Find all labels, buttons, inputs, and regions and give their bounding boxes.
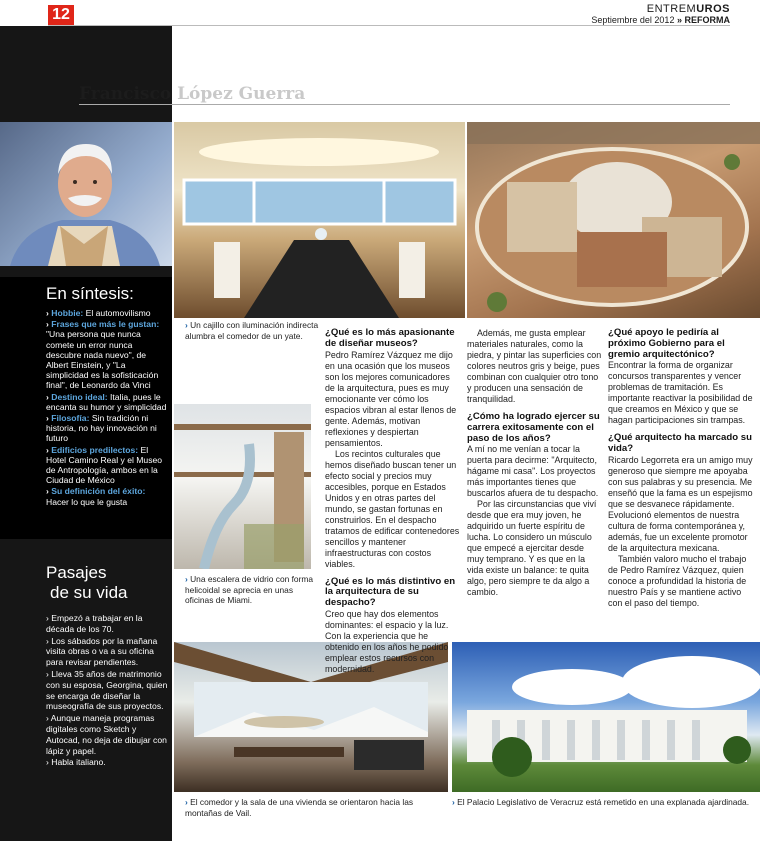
sintesis-heading: En síntesis:	[46, 284, 134, 303]
dateline-arrows: »	[676, 15, 682, 25]
yacht-dining-illustration	[174, 122, 465, 318]
portrait-photo	[0, 122, 172, 266]
pasajes-item	[46, 757, 170, 768]
caption-arrow: ›	[452, 797, 458, 807]
bullet-marker: ›	[46, 757, 52, 768]
sintesis-key: Destino ideal:	[51, 391, 108, 402]
sintesis-key: Edificios predilectos:	[51, 444, 139, 455]
bullet-marker: ›	[46, 713, 51, 724]
name-rule	[79, 104, 730, 105]
section-name	[647, 3, 730, 15]
pasajes-heading-line2: de su vida	[50, 583, 128, 602]
answer-paragraph: Ricardo Legorreta era un amigo muy generoso que siempre me apoyaba con sus palabras y su presencia. Me enseñó que la fama es un espejismo que se desvanece rápidamente. Evolucionó elementos de nuestra cultura de forma contemporánea y, además, fue un excelente promotor de la arquitectura mexicana.	[608, 454, 753, 553]
answer-paragraph: A mí no me venían a tocar la puerta para decirme: "Arquitecto, hágame mi casa". Los proyectos más importantes tienes que buscarlos afuera de tu despacho.	[467, 444, 599, 499]
bullet-marker: ›	[46, 613, 52, 623]
pasajes-text: Los sábados por la mañana visita obras o va a su oficina para revisar pendientes.	[46, 635, 158, 668]
bullet-marker: ›	[46, 319, 52, 330]
caption-arrow: ›	[185, 320, 191, 330]
sintesis-list	[46, 308, 168, 508]
pasajes-text: Habla italiano.	[51, 757, 106, 768]
sintesis-item	[46, 413, 168, 444]
answer-paragraph: Encontrar la forma de organizar concursos transparentes y vencer problemas de tramitación. Es importante reactivar la posibilidad de que creamos en México y que se hagan participaciones sin trampas.	[608, 360, 753, 426]
yacht-caption-text: Un cajillo con iluminación indirecta alumbra el comedor de un yate.	[185, 320, 319, 341]
pasajes-heading	[46, 563, 128, 603]
sintesis-item	[46, 486, 168, 506]
vail-caption	[185, 797, 449, 818]
pasajes-text: Lleva 35 años de matrimonio con su esposa, Georgina, quien se encarga de diseñar la museografía de sus proyectos.	[46, 668, 168, 712]
dateline	[591, 15, 730, 25]
veracruz-caption-text: El Palacio Legislativo de Veracruz está remetido en una explanada ajardinada.	[457, 797, 750, 807]
sintesis-item	[46, 445, 168, 486]
article-column-1	[325, 328, 462, 675]
portrait-illustration	[0, 122, 172, 266]
answer-paragraph: Pedro Ramírez Vázquez me dijo en una ocasión que los museos son los mejores comunicadores de la arquitectura, pues es muy emocionante ver cómo los espacios vibran al estar llenos de gente. Además, motivan reflexiones y despiertan pensamientos.	[325, 349, 457, 448]
profile-name	[79, 84, 305, 104]
sintesis-key: Filosofía:	[51, 413, 90, 424]
sintesis-text: "Una persona que nunca comete un error nunca descubre nada nuevo", de Albert Einstein, y "La simplicidad es la sofisticación final", de Leonardo da Vinci	[46, 329, 159, 391]
publication-name: REFORMA	[684, 15, 730, 25]
museum-aerial-photo	[467, 122, 760, 318]
pasajes-item	[46, 713, 170, 756]
article-column-2	[467, 328, 602, 598]
bullet-marker: ›	[46, 391, 52, 402]
stair-caption-text: Una escalera de vidrio con forma helicoidal se aprecia en unas oficinas de Miami.	[185, 574, 314, 605]
veracruz-palace-photo	[452, 642, 760, 792]
last-name: López Guerra	[177, 84, 306, 104]
bullet-marker: ›	[46, 413, 52, 424]
page-number: 12	[48, 5, 74, 25]
bullet-marker: ›	[46, 635, 52, 646]
bullet-marker: ›	[46, 308, 52, 318]
issue-date: Septiembre del 2012	[591, 15, 675, 25]
bullet-marker: ›	[46, 444, 52, 455]
pasajes-item	[46, 613, 170, 635]
section-name-light: ENTREM	[646, 3, 697, 15]
first-name: Francisco	[79, 84, 172, 104]
vail-caption-text: El comedor y la sala de una vivienda se orientaron hacia las montañas de Vail.	[185, 797, 414, 818]
answer-paragraph: Por las circunstancias que viví desde que era muy joven, he adquirido un fuerte espíritu de lucha. Lo considero un músculo que empecé a ejercitar desde muy temprano. Y es que en la vida existe un balance: te quita algo, pero siempre te da algo a cambio.	[467, 499, 597, 598]
sintesis-key: Su definición del éxito:	[51, 486, 146, 497]
pasajes-item	[46, 669, 170, 712]
sintesis-key: Frases que más le gustan:	[51, 319, 160, 330]
sintesis-item	[46, 319, 168, 390]
yacht-caption	[185, 320, 325, 341]
caption-arrow: ›	[185, 574, 191, 584]
sintesis-text: Italia, pues le encanta su humor y simplicidad	[46, 391, 167, 412]
glass-staircase-illustration	[174, 404, 311, 569]
answer-paragraph: También valoro mucho el trabajo de Pedro Ramírez Vázquez, quien conoce a profundidad la historia de nuestro País y se mantiene activo con el paso del tiempo.	[608, 553, 747, 608]
yacht-dining-photo	[174, 122, 465, 318]
pasajes-heading-line1: Pasajes	[46, 563, 107, 582]
veracruz-palace-illustration	[452, 642, 760, 792]
article-column-3	[608, 328, 756, 609]
sintesis-text: El Hotel Camino Real y el Museo de Antropología, ambos en la Ciudad de México	[46, 444, 163, 486]
answer-paragraph: Los recintos culturales que hemos diseñado buscan tener un efecto social y precios muy accesibles, porque en Estados Unidos y en otras partes del mundo, se gastan fortunas en construirlos. En el despacho tratamos de edificar contenedores sencillos y mantener infraestructuras con costos viables.	[325, 448, 460, 569]
bullet-marker: ›	[46, 486, 52, 497]
pasajes-text: Empezó a trabajar en la década de los 70.	[46, 613, 143, 634]
section-name-bold: UROS	[696, 3, 730, 15]
sintesis-key: Hobbie:	[51, 308, 84, 318]
sintesis-text: Hacer lo que le gusta	[46, 496, 128, 507]
bullet-marker: ›	[46, 668, 52, 679]
question-heading: ¿Qué apoyo le pediría al próximo Gobierno para el gremio arquitectónico?	[608, 327, 725, 360]
sintesis-item	[46, 308, 168, 318]
sintesis-text: Sin tradición ni historia, no hay innovación ni futuro	[46, 413, 157, 444]
answer-paragraph: Además, me gusta emplear materiales naturales, como la piedra, y pintar las superficies con colores neutros gris y beige, pues combinan con cualquier otro tono y producen una sensación de tranquilidad.	[467, 328, 602, 404]
museum-aerial-illustration	[467, 122, 760, 318]
pasajes-item	[46, 636, 170, 668]
question-heading: ¿Cómo ha logrado ejercer su carrera exitosamente con el paso de los años?	[467, 411, 600, 444]
pasajes-list	[46, 613, 170, 769]
question-heading: ¿Qué es lo más apasionante de diseñar museos?	[325, 327, 455, 349]
stair-caption	[185, 574, 315, 606]
veracruz-caption	[452, 797, 752, 808]
caption-arrow: ›	[185, 797, 191, 807]
question-heading: ¿Qué arquitecto ha marcado su vida?	[608, 432, 752, 455]
answer-paragraph: Creo que hay dos elementos dominantes: el espacio y la luz. Con la experiencia que he obtenido en los años he podido emplear estos recursos con modernidad.	[325, 608, 449, 674]
pasajes-text: Aunque maneja programas digitales como Sketch y Autocad, no deja de dibujar con lápiz y papel.	[46, 713, 167, 756]
sintesis-item	[46, 392, 168, 412]
sintesis-text: El automovilismo	[83, 308, 151, 318]
glass-staircase-photo	[174, 404, 311, 569]
question-heading: ¿Qué es lo más distintivo en la arquitectura de su despacho?	[325, 575, 456, 609]
